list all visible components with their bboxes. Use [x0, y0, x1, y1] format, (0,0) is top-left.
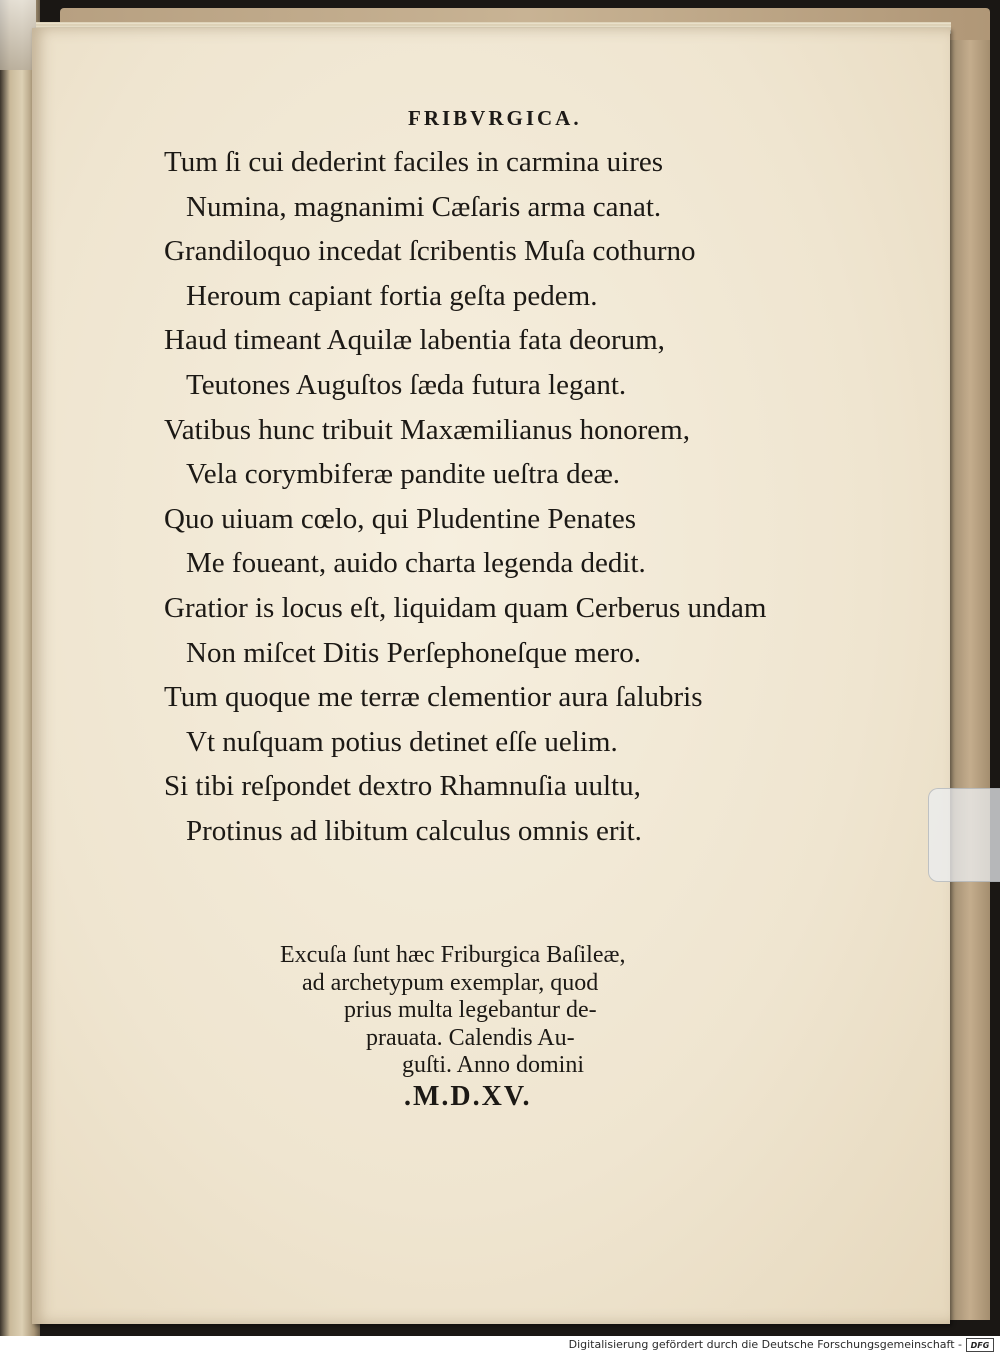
colophon-line: Excuſa ſunt hæc Friburgica Baſileæ, [280, 942, 626, 968]
binding-paper-tag [0, 0, 36, 70]
verse-line: Numina, magnanimi Cæſaris arma canat. [186, 190, 662, 223]
verse-line: Si tibi reſpondet dextro Rhamnuſia uultu, [164, 770, 641, 803]
verse-line: Protinus ad libitum calculus omnis erit. [186, 814, 642, 847]
verse-line: Heroum capiant fortia geſta pedem. [186, 279, 598, 312]
verse-line: Teutones Auguſtos ſæda futura legant. [186, 368, 627, 401]
verse-line: Gratior is locus eſt, liquidam quam Cerberus undam [164, 591, 767, 624]
verse-line: Non miſcet Ditis Perſephoneſque mero. [186, 636, 642, 669]
colophon-line: ad archetypum exemplar, quod [302, 969, 599, 996]
verse-line: Vela corymbiferæ pandite ueſtra deæ. [186, 458, 621, 491]
verse-line: Grandiloquo incedat ſcribentis Muſa cothurno [164, 235, 696, 268]
transparent-page-tab [928, 788, 1000, 882]
colophon-line: guſti. Anno domini [402, 1052, 585, 1078]
verse-line: Vt nuſquam potius detinet eſſe uelim. [186, 725, 618, 758]
verse-line: Tum ſi cui dederint faciles in carmina uires [164, 146, 664, 178]
verse-line: Quo uiuam cœlo, qui Pludentine Penates [164, 502, 636, 535]
dfg-logo-icon: DFG [966, 1338, 994, 1352]
colophon-date: .M.D.XV. [404, 1080, 532, 1112]
funding-credit: Digitalisierung gefördert durch die Deutsche Forschungsgemeinschaft - [568, 1338, 962, 1351]
footer-bar [0, 1336, 1000, 1355]
verse-line: Me foueant, auido charta legenda dedit. [186, 547, 646, 580]
colophon-line: prius multa legebantur de- [344, 997, 597, 1023]
verse-line: Tum quoque me terræ clementior aura ſalubris [164, 681, 703, 714]
colophon-line: prauata. Calendis Au- [366, 1024, 575, 1051]
verse-line: Haud timeant Aquilæ labentia fata deorum, [164, 324, 665, 357]
book-board-edge [950, 40, 990, 1320]
verse-line: Vatibus hunc tribuit Maxæmilianus honorem, [164, 413, 690, 446]
colophon [276, 942, 696, 1114]
verse-block [160, 140, 800, 854]
running-head: FRIBVRGICA. [408, 106, 582, 130]
